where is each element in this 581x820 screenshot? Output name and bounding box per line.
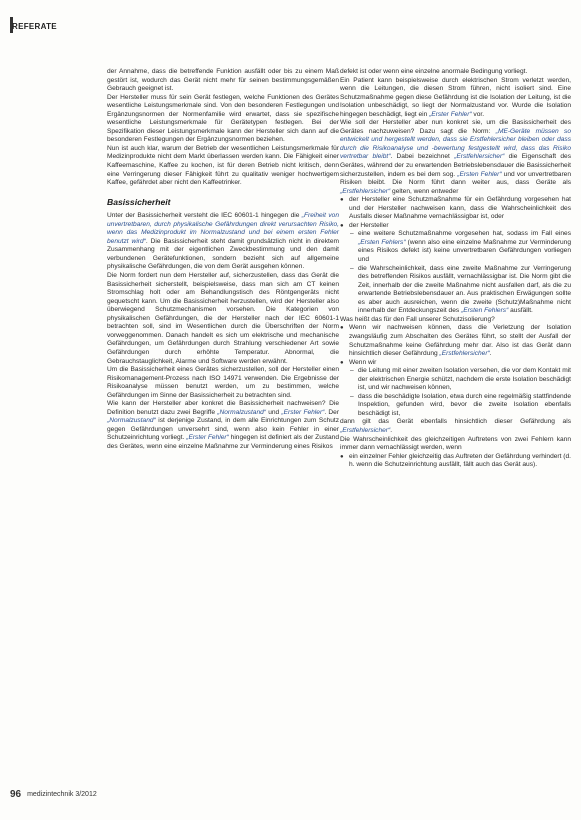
list-item: – eine weitere Schutzmaßnahme vorgesehen hat, sodass im Fall eines „Ersten Fehlers“ (wenn also eine einzelne Maßnahme zur Verminderung eines Risikos defekt ist) keine unvertretbaren Gefährdungen vorliegen und: [349, 230, 571, 264]
page-number: 96: [10, 789, 22, 800]
paragraph: dann gilt das Gerät ebenfalls hinsichtlich dieser Gefährdung als „Erstfehlersicher“.: [340, 418, 571, 434]
paragraph: Der Hersteller muss für sein Gerät festlegen, welche Funktionen des Gerätes wesentliche Leistungsmerkmale sind. Von den besonderen Festlegungen und Ergänzungsnormen der Normenfamilie wird erwartet, dass sie spezifische wesentliche Leistungsmerkmale für Gerätetypen festlegen. Bei der Spezifikation dieser Leistungsmerkmale kann der Hersteller sich dann auf die besonderen Festlegungen der Ergänzungsnormen beziehen.: [107, 93, 339, 144]
list-item: ● ein einzelner Fehler gleichzeitig das Auftreten der Gefährdung verhindert (d. h. wenn die Schutzeinrichtung ausfällt, fällt auch das Gerät aus).: [340, 453, 571, 470]
paragraph: der Annahme, dass die betreffende Funktion ausfällt oder bis zu einem Maß gestört ist, wodurch das Gerät nicht mehr für seinen bestimmungsgemäßen Gebrauch geeignet ist.: [107, 68, 339, 93]
list-item: – die Leitung mit einer zweiten Isolation versehen, die vor dem Kontakt mit der elektrischen Energie schützt, nachdem die erste Isolation beschädigt ist, und wir nachweisen können,: [349, 367, 571, 393]
section-heading: Basissicherheit: [107, 196, 171, 207]
page-footer: [10, 789, 97, 800]
paragraph: Wie kann der Hersteller aber konkret die Basissicherheit nachweisen? Die Definition benutzt dazu zwei Begriffe „Normalzustand“ und „Erster Fehler“. Der „Normalzustand“ ist derjenige Zustand, in dem alle Einrichtungen zum Schutz gegen Gefährdungen unversehrt sind, wenn also kein Fehler in einer Schutzeinrichtung vorliegt. „Erster Fehler“ hingegen ist definiert als der Zustand des Gerätes, wenn eine einzelne Maßnahme zur Verminderung eines Risikos: [107, 400, 340, 450]
paragraph: defekt ist oder wenn eine einzelne anormale Bedingung vorliegt.: [340, 68, 528, 75]
definition-quote: „ME-Geräte müssen so entwickelt und hergestellt werden, dass sie Erstfehlersicher bleiben oder dass durch die Risikoanalyse und -bewertung festgestellt wird, dass das Risiko vertretbar bleibt“: [340, 127, 572, 161]
list-item: ● der Hersteller – eine weitere Schutzmaßnahme vorgesehen hat, sodass im Fall eines „Ersten Fehlers“ (wenn also eine einzelne Maßnahme zur Verminderung eines Risikos defekt ist) keine unvertretbaren Gefährdungen vorliegen und – die Wahrscheinlichkeit, dass eine zweite Maßnahme zur Verringerung des betreffenden Risikos ausfällt, vernachlässigbar ist. Die Norm gibt die Zeit, innerhalb der die zweite Maßnahme nicht ausfallen darf, als die zu erwartende Betriebslebensdauer an. Aus praktischen Erwägungen sollte es aber auch ausreichen, wenn die zweite (Schutz)Maßnahme nicht innerhalb der Entdeckungszeit des „Ersten Fehlers“ ausfällt.: [340, 222, 571, 316]
paragraph: Ein Patient kann beispielsweise durch elektrischen Strom verletzt werden, wenn die Leitungen, die diesen Strom führen, nicht isoliert sind. Eine Schutzmaßnahme gegen diese Gefährdung ist die Isolation der Leitung, ist die Isolation unbeschädigt, so liegt der Normalzustand vor. Wurde die Isolation hingegen beschädigt, liegt ein „Erster Fehler“ vor.: [340, 76, 571, 118]
section-label: REFERATE: [12, 22, 57, 31]
paragraph: Nun ist auch klar, warum der Betrieb der wesentlichen Leistungsmerkmale für Medizinprodukte nicht dem Markt überlassen werden kann. Die Fähigkeit einer Kaffeemaschine, Kaffee zu kochen, ist für deren Betrieb nicht kritisch, denn eine Verringerung dieser Fähigkeit führt zu qualitativ weniger hochwertigem Kaffee, gefährdet aber nicht den Kaffeetrinker.: [107, 144, 339, 187]
right-column: [340, 68, 571, 470]
bullet-list: [340, 324, 571, 418]
bullet-list: [340, 453, 571, 470]
paragraph: Um die Basissicherheit eines Gerätes sicherzustellen, soll der Hersteller einen Risikomanagement-Prozess nach ISO 14971 verwenden. Die Ergebnisse der Risikoanalyse müssen benutzt werden, um zu bestimmen, welche Gefährdungen im Sinne der Basissicherheit zu betrachten sind.: [107, 366, 339, 399]
list-item: ● Wenn wir – die Leitung mit einer zweiten Isolation versehen, die vor dem Kontakt mit der elektrischen Energie schützt, nachdem die erste Isolation beschädigt ist, und wir nachweisen können, – dass die beschädigte Isolation, etwa durch eine regelmäßig stattfindende Inspektion, gefunden wird, bevor die zweite Isolation ebenfalls beschädigt ist,: [340, 359, 571, 419]
paragraph: Wie soll der Hersteller aber nun konkret sie, um die Basissicherheit des Gerätes nachzuweisen? Dazu sagt die Norm: „ME-Geräte müssen so entwickelt und hergestellt werden, dass sie Erstfehlersicher bleiben oder dass durch die Risikoanalyse und -bewertung festgestellt wird, dass das Risiko vertretbar bleibt“. Dabei bezeichnet „Erstfehlersicher“ die Eigenschaft des Gerätes, während der zu erwartenden Betriebslebensdauer die Basissicherheit sicherzustellen, indem es bei dem sog. „Ersten Fehler“ und vor unvertretbaren Risiken bleibt. Die Norm führt dann weiter aus, dass Geräte als „Erstfehlersicher“ gelten, wenn entweder: [340, 119, 572, 195]
dash-list: [349, 367, 571, 418]
list-item: – die Wahrscheinlichkeit, dass eine zweite Maßnahme zur Verringerung des betreffenden Risikos ausfällt, vernachlässigbar ist. Die Norm gibt die Zeit, innerhalb der die zweite Maßnahme nicht ausfallen darf, als die zu erwartende Betriebslebensdauer an. Aus praktischen Erwägungen sollte es aber auch ausreichen, wenn die zweite (Schutz)Maßnahme nicht innerhalb der Entdeckungszeit des „Ersten Fehlers“ ausfällt.: [349, 265, 571, 316]
list-item: ● der Hersteller eine Schutzmaßnahme für ein Gefährdung vorgesehen hat und der Hersteller nachweisen kann, dass die Wahrscheinlichkeit des Ausfalls dieser Maßnahme vernachlässigbar ist, oder: [340, 196, 571, 222]
list-item: – dass die beschädigte Isolation, etwa durch eine regelmäßig stattfindende Inspektion, gefunden wird, bevor die zweite Isolation ebenfalls beschädigt ist,: [349, 393, 571, 419]
paragraph: Die Norm fordert nun dem Hersteller auf, sicherzustellen, dass das Gerät die Basissicherheit sicherstellt, beispielsweise, dass man sich am CT keinen Stromschlag holt oder am Behandlungstisch des Röntgengeräts nicht gequetscht kann. Um die Basissicherheit herzustellen, wird der Hersteller also überwiegend Schutzmechanismen vorsehen. Die Kategorien von physikalischen Gefährdungen, die der Hersteller nach der IEC 60601-1 betrachten soll, sind im Wesentlichen durch die Überschriften der Norm vorweggenommen. Danach handelt es sich um elektrische und mechanische Gefährdungen, um Gefährdungen durch Strahlung verschiedener Art sowie Gefährdungen durch erhöhte Temperatur. Abnormal, die Gebrauchstauglichkeit, Alarme und Software werden erwähnt.: [107, 272, 339, 365]
dash-list: [349, 230, 571, 315]
paragraph: Unter der Basissicherheit versteht die IEC 60601-1 hingegen die „Freiheit von unvertretbaren, durch physikalische Gefährdungen direkt verursachten Risiko, wenn das Medizinprodukt im Normalzustand und bei einem ersten Fehler benutzt wird“. Die Basissicherheit steht damit grundsätzlich nicht in direktem Zusammenhang mit der eigentlichen Zweckbestimmung und den damit verbundenen Gerätefunktionen, sondern bezieht sich auf allgemeine physikalische Gefährdungen, die von dem Gerät ausgehen können.: [107, 212, 340, 271]
publication-name: medizintechnik 3/2012: [27, 791, 97, 798]
list-item: ● Wenn wir nachweisen können, dass die Verletzung der Isolation zwangsläufig zum Abschalten des Gerätes führt, so stellt der Ausfall der Schutzmaßnahme keine Gefährdung mehr dar. Also ist das Gerät dann hinsichtlich dieser Gefährdung „Erstfehlersicher“.: [340, 324, 571, 358]
paragraph: Was heißt das für den Fall unserer Schutzisolierung?: [340, 315, 495, 323]
bullet-list: [340, 196, 571, 316]
left-column: [107, 68, 339, 452]
paragraph: Die Wahrscheinlichkeit des gleichzeitigen Auftretens von zwei Fehlern kann immer dann vernachlässigt werden, wenn: [340, 435, 571, 452]
definition-quote: „Freiheit von unvertretbaren, durch physikalische Gefährdungen direkt verursachten Risiko, wenn das Medizinprodukt im Normalzustand und bei einem ersten Fehler benutzt wird“: [107, 212, 339, 245]
